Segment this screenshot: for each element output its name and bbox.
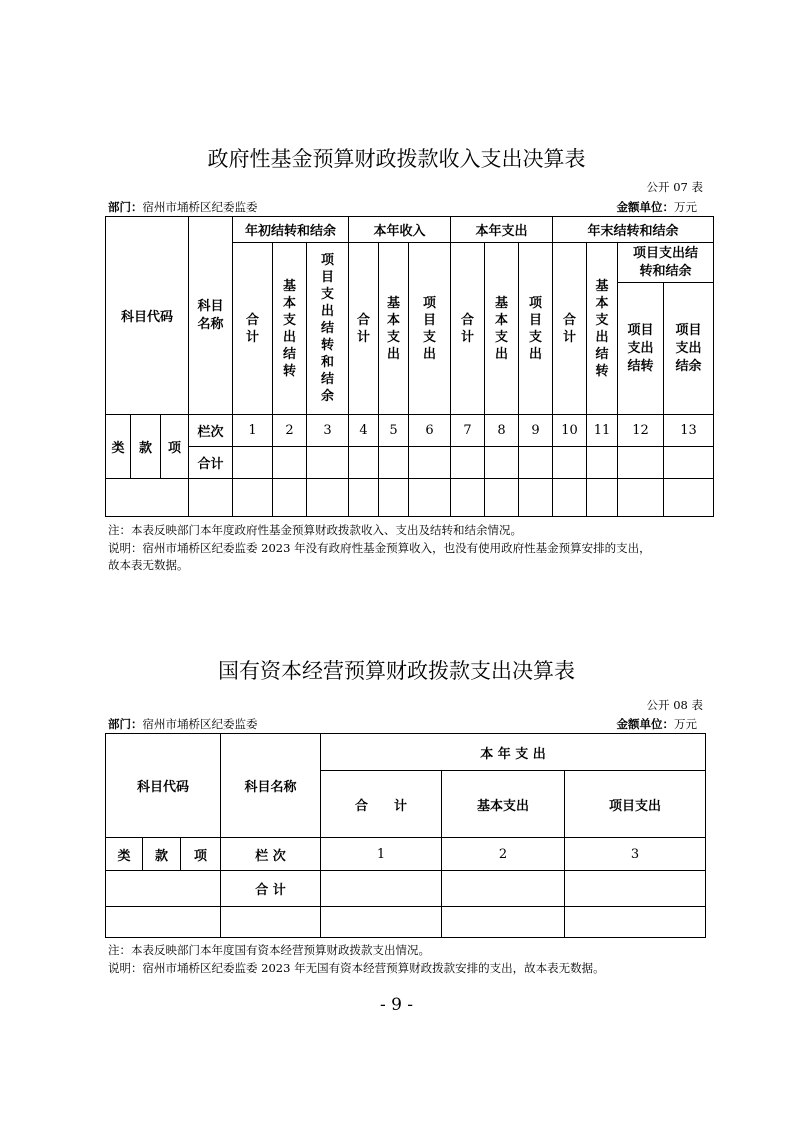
header-begin-total: 合计 xyxy=(233,243,273,415)
header-begin-basic: 基本支出结转 xyxy=(273,243,307,415)
unit-label: 金额单位： xyxy=(616,200,674,214)
header-income-basic: 基本支出 xyxy=(379,243,409,415)
header-expense-project: 项目支出 xyxy=(519,243,553,415)
table-row-total xyxy=(106,871,706,907)
row-heji-label: 合 计 xyxy=(221,871,321,907)
table1-title: 政府性基金预算财政拨款收入支出决算表 xyxy=(207,147,586,171)
table2-note: 注：本表反映部门本年度国有资本经营预算财政拨款支出情况。 xyxy=(108,943,430,957)
header-lei: 类 xyxy=(106,838,143,871)
col-number: 7 xyxy=(451,415,485,447)
col-number: 4 xyxy=(349,415,379,447)
header-subject-code: 科目代码 xyxy=(106,217,189,415)
col-number: 3 xyxy=(307,415,349,447)
row-lanci-label: 栏 次 xyxy=(221,838,321,871)
header-subject-name: 科目名称 xyxy=(221,734,321,838)
header-lei: 类 xyxy=(106,415,131,479)
header-expense-total: 合计 xyxy=(451,243,485,415)
dept-label: 部门： xyxy=(108,200,143,214)
table1-explanation: 说明：宿州市埇桥区纪委监委 2023 年没有政府性基金预算收入，也没有使用政府性基金预算安排的支出， xyxy=(108,541,651,555)
dept-label: 部门： xyxy=(108,717,143,731)
header-group-expense: 本年支出 xyxy=(451,217,553,243)
table2-title: 国有资本经营预算财政拨款支出决算表 xyxy=(218,659,575,683)
dept-name: 宿州市埇桥区纪委监委 xyxy=(142,200,258,214)
table1 xyxy=(105,216,714,517)
header-total: 合 计 xyxy=(321,771,442,838)
col-number: 2 xyxy=(273,415,307,447)
col-number: 6 xyxy=(409,415,451,447)
page-number: - 9 - xyxy=(379,995,414,1015)
table2 xyxy=(105,733,706,938)
header-expense-basic: 基本支出 xyxy=(485,243,519,415)
header-xiang: 项 xyxy=(161,415,189,479)
table1-note: 注：本表反映部门本年度政府性基金预算财政拨款收入、支出及结转和结余情况。 xyxy=(108,523,522,537)
header-group-end: 年末结转和结余 xyxy=(553,217,714,243)
table2-code: 公开 08 表 xyxy=(646,698,703,712)
header-xiang: 项 xyxy=(181,838,221,871)
col-number: 13 xyxy=(664,415,714,447)
header-group-begin: 年初结转和结余 xyxy=(233,217,349,243)
dept-name: 宿州市埇桥区纪委监委 xyxy=(142,717,258,731)
header-income-project: 项目支出 xyxy=(409,243,451,415)
col-number: 8 xyxy=(485,415,519,447)
header-begin-project: 项目支出结转和结余 xyxy=(307,243,349,415)
header-group-expense: 本 年 支 出 xyxy=(321,734,706,771)
header-group-income: 本年收入 xyxy=(349,217,451,243)
table1-code: 公开 07 表 xyxy=(646,180,703,194)
table2-explanation: 说明：宿州市埇桥区纪委监委 2023 年无国有资本经营预算财政拨款安排的支出，故本表无数据。 xyxy=(108,961,605,975)
header-kuan: 款 xyxy=(143,838,181,871)
row-lanci-label: 栏次 xyxy=(189,415,233,447)
table2-unit xyxy=(617,716,698,732)
table-row-empty xyxy=(106,479,714,517)
col-number: 10 xyxy=(553,415,587,447)
table1-unit xyxy=(617,199,698,215)
header-subject-name: 科目名称 xyxy=(189,217,233,415)
header-subject-code: 科目代码 xyxy=(106,734,221,838)
col-number: 3 xyxy=(565,838,706,871)
table1-explanation-cont: 故本表无数据。 xyxy=(108,558,189,572)
header-end-project-transfer: 项目支出结转 xyxy=(618,283,664,415)
header-end-total: 合计 xyxy=(553,243,587,415)
unit-label: 金额单位： xyxy=(616,717,674,731)
col-number: 11 xyxy=(587,415,618,447)
header-kuan: 款 xyxy=(131,415,161,479)
table1-department xyxy=(108,199,258,215)
header-end-project-group: 项目支出结转和结余 xyxy=(618,243,714,283)
col-number: 5 xyxy=(379,415,409,447)
col-number: 1 xyxy=(321,838,442,871)
col-number: 9 xyxy=(519,415,553,447)
table2-department xyxy=(108,716,258,732)
unit-value: 万元 xyxy=(674,717,697,731)
header-project: 项目支出 xyxy=(565,771,706,838)
header-end-basic: 基本支出结转 xyxy=(587,243,618,415)
header-end-project-balance: 项目支出结余 xyxy=(664,283,714,415)
table-row-empty xyxy=(106,907,706,938)
header-income-total: 合计 xyxy=(349,243,379,415)
col-number: 12 xyxy=(618,415,664,447)
col-number: 2 xyxy=(442,838,565,871)
col-number: 1 xyxy=(233,415,273,447)
unit-value: 万元 xyxy=(674,200,697,214)
table-row-total xyxy=(106,447,714,479)
header-basic: 基本支出 xyxy=(442,771,565,838)
row-heji-label: 合计 xyxy=(189,447,233,479)
